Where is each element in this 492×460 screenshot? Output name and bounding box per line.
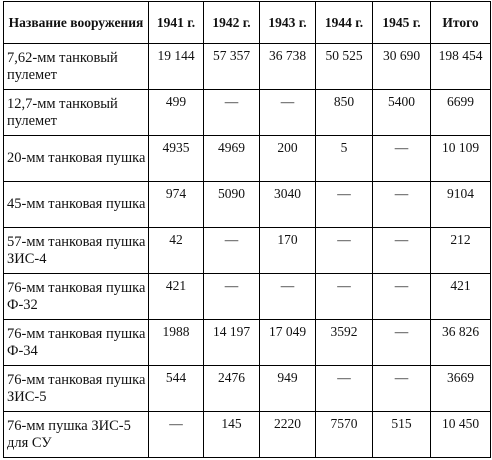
value-cell: — — [373, 320, 431, 366]
table-row — [4, 44, 491, 90]
header-weapon-name: Название вооружения — [4, 2, 149, 44]
total-cell: 198 454 — [431, 44, 491, 90]
value-cell: — — [316, 366, 373, 412]
value-cell: 949 — [260, 366, 316, 412]
weapon-name-cell: 76-мм танковая пушка ЗИС-5 — [4, 366, 149, 412]
value-cell: — — [316, 228, 373, 274]
value-cell: — — [373, 274, 431, 320]
weapon-name-cell: 76-мм пушка ЗИС-5 для СУ — [4, 412, 149, 458]
value-cell: — — [373, 136, 431, 182]
total-cell: 10 450 — [431, 412, 491, 458]
value-cell: — — [316, 182, 373, 228]
weapon-name-cell: 45-мм танковая пушка — [4, 182, 149, 228]
value-cell: — — [204, 90, 260, 136]
table-row — [4, 228, 491, 274]
header-year-1945: 1945 г. — [373, 2, 431, 44]
total-cell: 212 — [431, 228, 491, 274]
value-cell: 50 525 — [316, 44, 373, 90]
table-row — [4, 366, 491, 412]
header-year-1941: 1941 г. — [149, 2, 204, 44]
table-row — [4, 274, 491, 320]
total-cell: 6699 — [431, 90, 491, 136]
value-cell: — — [149, 412, 204, 458]
header-year-1944: 1944 г. — [316, 2, 373, 44]
value-cell: 3040 — [260, 182, 316, 228]
total-cell: 36 826 — [431, 320, 491, 366]
weapon-name-cell: 76-мм танковая пушка Ф-32 — [4, 274, 149, 320]
value-cell: — — [260, 274, 316, 320]
value-cell: 14 197 — [204, 320, 260, 366]
value-cell: — — [204, 274, 260, 320]
value-cell: 42 — [149, 228, 204, 274]
value-cell: 170 — [260, 228, 316, 274]
weapon-name-cell: 12,7-мм танковый пулемет — [4, 90, 149, 136]
weapon-name-cell: 20-мм танковая пушка — [4, 136, 149, 182]
table-row — [4, 90, 491, 136]
value-cell: — — [260, 90, 316, 136]
total-cell: 421 — [431, 274, 491, 320]
header-year-1942: 1942 г. — [204, 2, 260, 44]
table-row — [4, 136, 491, 182]
value-cell: 4969 — [204, 136, 260, 182]
table-header-row — [4, 2, 491, 44]
table-row — [4, 320, 491, 366]
header-total: Итого — [431, 2, 491, 44]
table-row — [4, 182, 491, 228]
value-cell: 3592 — [316, 320, 373, 366]
value-cell: — — [204, 228, 260, 274]
weapons-production-table — [3, 1, 491, 458]
value-cell: 145 — [204, 412, 260, 458]
value-cell: 5400 — [373, 90, 431, 136]
total-cell: 3669 — [431, 366, 491, 412]
weapon-name-cell: 7,62-мм танковый пулемет — [4, 44, 149, 90]
total-cell: 9104 — [431, 182, 491, 228]
value-cell: 544 — [149, 366, 204, 412]
value-cell: — — [373, 182, 431, 228]
value-cell: 19 144 — [149, 44, 204, 90]
value-cell: 421 — [149, 274, 204, 320]
value-cell: 850 — [316, 90, 373, 136]
value-cell: 2476 — [204, 366, 260, 412]
weapon-name-cell: 76-мм танковая пушка Ф-34 — [4, 320, 149, 366]
weapon-name-cell: 57-мм танковая пушка ЗИС-4 — [4, 228, 149, 274]
header-year-1943: 1943 г. — [260, 2, 316, 44]
value-cell: 5 — [316, 136, 373, 182]
value-cell: 17 049 — [260, 320, 316, 366]
value-cell: 7570 — [316, 412, 373, 458]
value-cell: 499 — [149, 90, 204, 136]
total-cell: 10 109 — [431, 136, 491, 182]
value-cell: 57 357 — [204, 44, 260, 90]
value-cell: — — [316, 274, 373, 320]
value-cell: 30 690 — [373, 44, 431, 90]
value-cell: — — [373, 366, 431, 412]
value-cell: 4935 — [149, 136, 204, 182]
table-row — [4, 412, 491, 458]
value-cell: 5090 — [204, 182, 260, 228]
value-cell: 515 — [373, 412, 431, 458]
value-cell: 1988 — [149, 320, 204, 366]
value-cell: 2220 — [260, 412, 316, 458]
value-cell: — — [373, 228, 431, 274]
value-cell: 200 — [260, 136, 316, 182]
value-cell: 974 — [149, 182, 204, 228]
value-cell: 36 738 — [260, 44, 316, 90]
